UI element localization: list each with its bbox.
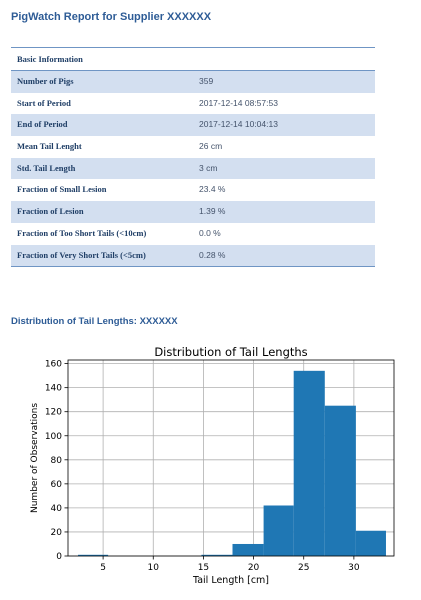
info-value: 26 cm bbox=[199, 141, 223, 152]
info-label: Std. Tail Length bbox=[17, 162, 76, 173]
chart-bars bbox=[78, 371, 386, 556]
info-row-fraction-very-short-tails bbox=[11, 245, 375, 267]
info-value: 0.0 % bbox=[199, 227, 221, 238]
info-value: 23.4 % bbox=[199, 184, 226, 195]
y-tick-label: 40 bbox=[50, 503, 62, 514]
info-value: 2017-12-14 10:04:13 bbox=[199, 119, 278, 130]
y-tick-label: 140 bbox=[44, 383, 62, 394]
info-row-number-of-pigs bbox=[11, 71, 375, 93]
x-tick-label: 20 bbox=[247, 563, 260, 573]
histogram-bar bbox=[294, 371, 325, 556]
histogram-bar bbox=[356, 531, 386, 556]
y-tick-label: 0 bbox=[56, 552, 62, 562]
histogram-bar bbox=[325, 406, 356, 556]
x-tick-label: 10 bbox=[147, 563, 159, 573]
info-row-fraction-small-lesion bbox=[11, 179, 375, 201]
y-tick-label: 120 bbox=[44, 407, 62, 418]
y-tick-label: 80 bbox=[50, 455, 62, 466]
info-value: 2017-12-14 08:57:53 bbox=[199, 97, 278, 108]
histogram-bar bbox=[233, 544, 264, 556]
x-tick-label: 5 bbox=[100, 563, 106, 573]
report-title: PigWatch Report for Supplier XXXXXX bbox=[11, 11, 212, 23]
info-label: Fraction of Very Short Tails (<5cm) bbox=[17, 249, 146, 260]
info-label: Start of Period bbox=[17, 97, 71, 108]
chart-title: Distribution of Tail Lengths bbox=[154, 345, 308, 359]
info-label: Mean Tail Lenght bbox=[17, 141, 82, 152]
x-tick-label: 30 bbox=[348, 563, 360, 573]
info-label: Number of Pigs bbox=[17, 76, 74, 86]
y-tick-label: 60 bbox=[50, 479, 62, 490]
tail-length-histogram bbox=[0, 338, 421, 600]
y-axis-label: Number of Observations bbox=[30, 402, 40, 514]
info-row-end-of-period bbox=[11, 114, 375, 136]
y-tick-label: 160 bbox=[44, 359, 62, 370]
info-value: 3 cm bbox=[199, 162, 218, 173]
basic-info-header: Basic Information bbox=[11, 48, 375, 71]
info-row-mean-tail-length bbox=[11, 136, 375, 158]
info-label: Fraction of Lesion bbox=[17, 206, 84, 217]
x-tick-label: 15 bbox=[197, 563, 210, 573]
info-value: 0.28 % bbox=[199, 249, 226, 260]
x-tick-label: 25 bbox=[297, 563, 310, 573]
info-row-start-of-period bbox=[11, 93, 375, 115]
distribution-heading: Distribution of Tail Lengths: XXXXXX bbox=[11, 316, 178, 327]
basic-info-table bbox=[11, 47, 375, 267]
info-row-fraction-too-short-tails bbox=[11, 223, 375, 245]
info-label: Fraction of Small Lesion bbox=[17, 184, 107, 195]
y-tick-label: 20 bbox=[50, 527, 62, 538]
info-value: 1.39 % bbox=[199, 206, 226, 217]
info-row-fraction-lesion bbox=[11, 201, 375, 223]
info-label: Fraction of Too Short Tails (<10cm) bbox=[17, 227, 147, 238]
histogram-bar bbox=[264, 505, 294, 556]
info-label: End of Period bbox=[17, 119, 68, 130]
info-value: 359 bbox=[199, 76, 214, 86]
info-row-std-tail-length bbox=[11, 158, 375, 180]
x-axis-label: Tail Length [cm] bbox=[192, 575, 270, 586]
y-tick-label: 100 bbox=[44, 431, 62, 442]
